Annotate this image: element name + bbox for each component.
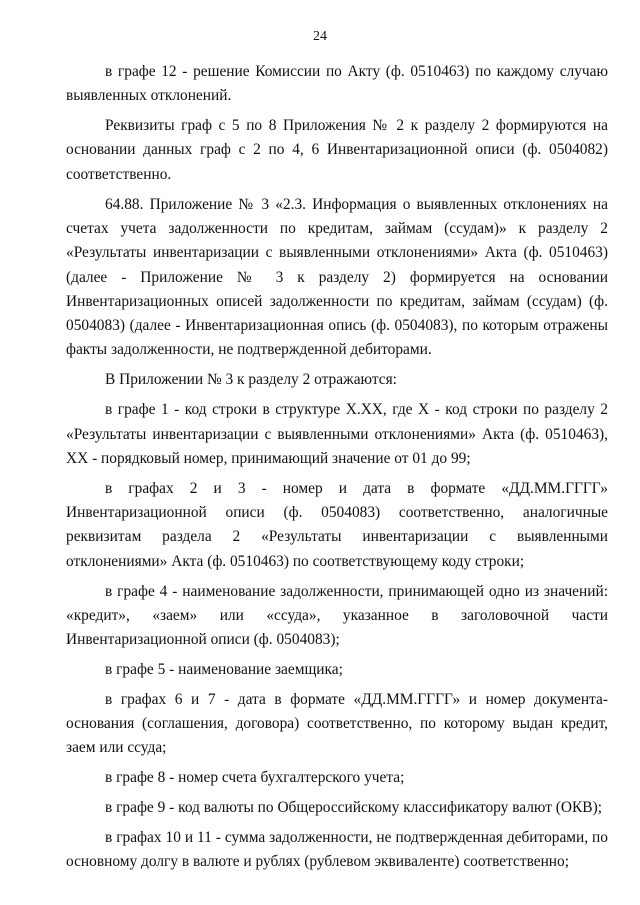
paragraph-grafa-4: в графе 4 - наименование задолженности, принимающей одно из значений: «кредит», «заем» или «ссуда», указанное в заголовочной части Инвентаризационной описи (ф. 0504083);: [66, 582, 608, 649]
page-number: 24: [313, 29, 327, 44]
paragraph-grafa-8: в графе 8 - номер счета бухгалтерского учета;: [105, 769, 405, 787]
paragraph-grafa-5: в графе 5 - наименование заемщика;: [105, 660, 343, 678]
paragraph-otrazhayutsya: В Приложении № 3 к разделу 2 отражаются:: [105, 371, 397, 389]
paragraph-rekvizity: Реквизиты граф с 5 по 8 Приложения № 2 к разделу 2 формируются на основании данных граф с 2 по 4, 6 Инвентаризационной описи (ф. 0504082) соответственно.: [66, 117, 608, 183]
document-body: [66, 60, 608, 875]
paragraph-grafa-1: в графе 1 - код строки в структуре Х.ХХ, где Х - код строки по разделу 2 «Результаты инвентаризации с выявленными отклонениями» Акта (ф. 0510463), ХХ - порядковый номер, принимающий значение от 01 до 99;: [66, 401, 608, 467]
paragraph-grafa-9: в графе 9 - код валюты по Общероссийскому классификатору валют (ОКВ);: [105, 799, 602, 817]
paragraph-grafy-6-7: в графах 6 и 7 - дата в формате «ДД.ММ.ГГГГ» и номер документа-основания (соглашения, договора) соответственно, по которому выдан кредит, заем или ссуда;: [66, 690, 608, 757]
paragraph-grafa-12: в графе 12 - решение Комиссии по Акту (ф. 0510463) по каждому случаю выявленных отклонений.: [66, 63, 608, 105]
paragraph-64-88: 64.88. Приложение № 3 «2.3. Информация о выявленных отклонениях на счетах учета задолженности по кредитам, займам (ссудам)» к разделу 2 «Результаты инвентаризации с выявленными отклонениями» Акта (ф. 0510463) (далее - Приложение № 3 к разделу 2) формируется на основании Инвентаризационных описей задолженности по кредитам, займам (ссудам) (ф. 0504083) (далее - Инвентаризационная опись (ф. 0504083), по которым отражены факты задолженности, не подтвержденной дебиторами.: [66, 195, 608, 359]
paragraph-grafy-10-11: в графах 10 и 11 - сумма задолженности, не подтвержденная дебиторами, по основному долгу в валюте и рублях (рублевом эквиваленте) соответственно;: [66, 829, 608, 871]
paragraph-grafy-2-3: в графах 2 и 3 - номер и дата в формате «ДД.ММ.ГГГГ» Инвентаризационной описи (ф. 0504083) соответственно, аналогичные реквизитам раздела 2 «Результаты инвентаризации с выявленными отклонениями» Акта (ф. 0510463) по соответствующему коду строки;: [66, 479, 608, 570]
